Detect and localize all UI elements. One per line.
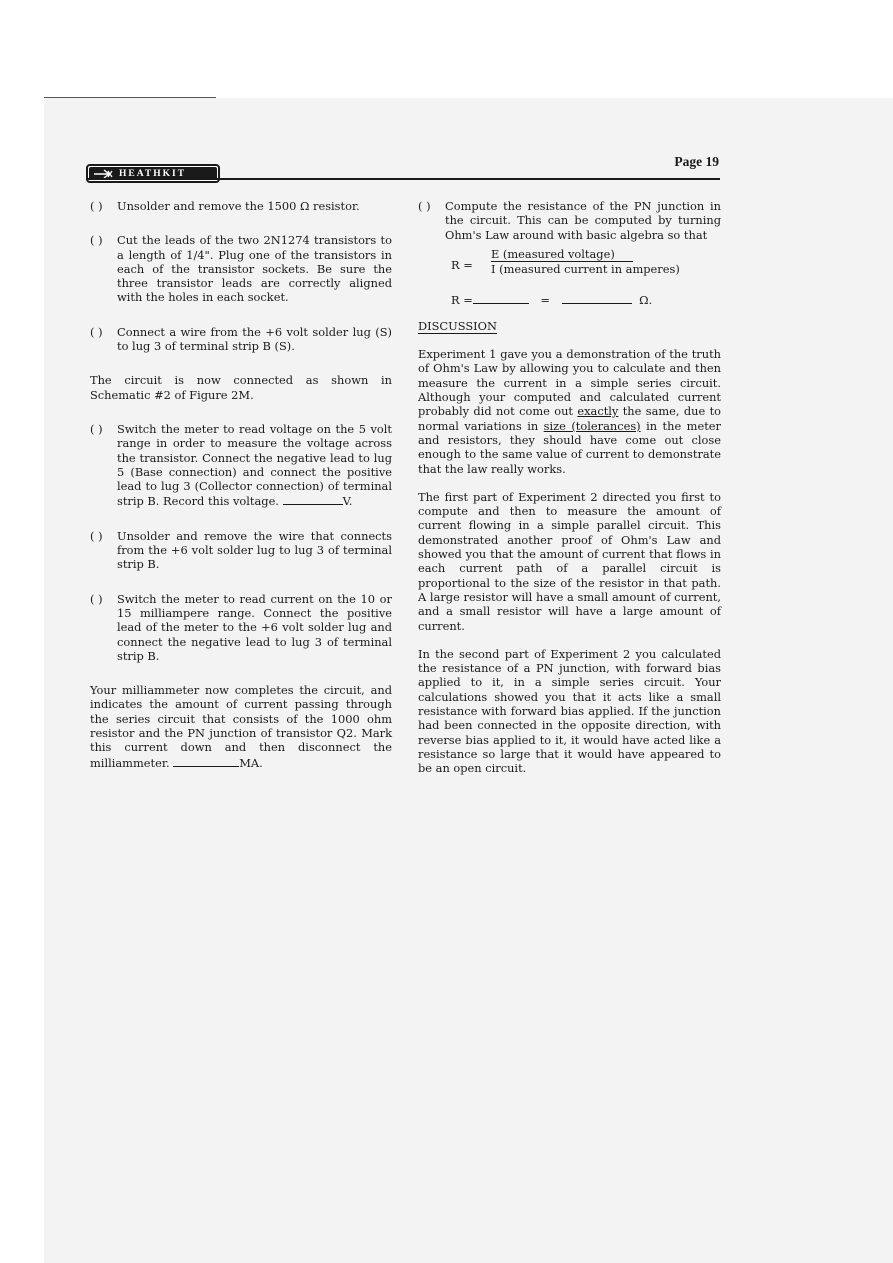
paragraph-text: in the meter and resistors, they should have come out close enough to the same value of current to demonstrate that the law really works. (418, 418, 721, 476)
current-blank[interactable] (173, 755, 239, 767)
step-measure-voltage (90, 422, 392, 509)
paragraph-text: Experiment 1 gave you a demonstration of the truth of Ohm's Law by allowing you to calculate and then measure the current in a simple series circuit. Although your computed and calculated current probably did not come out (418, 347, 721, 419)
step-connect-wire (90, 325, 392, 354)
step-cut-leads (90, 233, 392, 304)
emphasis-exactly: exactly (577, 404, 619, 419)
checkbox[interactable]: ( ) (90, 591, 103, 606)
step-text: Switch the meter to read current on the 10 or 15 milliampere range. Connect the positive lead of the meter to the +6 volt solder lug and connect the negative lead to lug 3 of terminal strip B. (117, 591, 392, 663)
step-measure-current (90, 592, 392, 663)
step-text: Unsolder and remove the 1500 Ω resistor. (117, 199, 360, 213)
resistance-blank-2[interactable] (562, 292, 632, 304)
step-text: Compute the resistance of the PN junction in the circuit. This can be computed by turning Ohm's Law around with basic algebra so that (445, 199, 721, 242)
circuit-paragraph: The circuit is now connected as shown in Schematic #2 of Figure 2M. (90, 373, 392, 402)
page-number: Page 19 (674, 154, 719, 169)
resistance-result (451, 292, 721, 307)
discussion-paragraph-1 (418, 347, 721, 476)
checkbox[interactable]: ( ) (418, 199, 431, 213)
result-prefix: R = (451, 292, 473, 307)
discussion-heading-wrap (418, 319, 721, 334)
step-text: Connect a wire from the +6 volt solder lug (S) to lug 3 of terminal strip B (S). (117, 324, 392, 354)
heathkit-logo (86, 164, 220, 183)
result-equals: = (540, 292, 550, 307)
discussion-paragraph-2: The first part of Experiment 2 directed you first to compute and then to measure the amount of current flowing in a simple parallel circuit. This demonstrated another proof of Ohm's Law and showed you that the amount of current that flows in each current path of a parallel circuit is proportional to the size of the resistor in that path. A large resistor will have a small amount of current, and a small resistor will have a large amount of current. (418, 489, 721, 633)
left-column (90, 199, 392, 770)
formula-lhs: R = (451, 257, 473, 272)
emphasis-size: size (tolerances) (543, 418, 641, 433)
milliammeter-paragraph (90, 683, 392, 770)
paragraph-text: the same, due to normal variations in (418, 404, 722, 433)
logo-arrow-icon (93, 169, 115, 179)
logo-text: HEATHKIT (119, 168, 187, 179)
checkbox[interactable]: ( ) (90, 528, 103, 543)
step-unsolder-wire (90, 529, 392, 572)
right-column (418, 199, 721, 776)
checkbox[interactable]: ( ) (90, 421, 103, 436)
scan-edge-line (44, 97, 216, 98)
resistance-blank-1[interactable] (473, 292, 529, 304)
step-compute-resistance (418, 199, 721, 242)
checkbox[interactable]: ( ) (90, 233, 103, 248)
step-text: Switch the meter to read voltage on the 5 volt range in order to measure the voltage across the transistor. Connect the negative lead to lug 5 (Base connection) and connect the positive lead to lug 3 (Collector connection) of terminal strip B. Record this voltage. (117, 421, 392, 509)
paragraph-text: Your milliammeter now completes the circuit, and indicates the amount of current passing through the series circuit that consists of the 1000 ohm resistor and the PN junction of transistor Q2. Mark this current down and then disconnect the milliammeter. (90, 683, 392, 770)
formula-numerator: E (measured voltage) (491, 248, 633, 262)
discussion-paragraph-3: In the second part of Experiment 2 you calculated the resistance of a PN junction, with forward bias applied to it, in a simple series circuit. Your calculations showed you that it acts like a small resistance with forward bias applied. If the junction had been connected in the opposite direction, with reverse bias applied to it, it would have acted like a resistance so large that it would have appeared to be an open circuit. (418, 646, 721, 776)
voltage-blank[interactable] (283, 493, 343, 505)
ma-unit: MA. (239, 755, 263, 770)
voltage-unit: V. (342, 494, 353, 509)
ohms-law-formula (451, 246, 721, 280)
result-unit: Ω. (639, 292, 653, 307)
checkbox[interactable]: ( ) (90, 199, 103, 213)
formula-denominator: I (measured current in amperes) (491, 261, 680, 276)
step-text: Unsolder and remove the wire that connects from the +6 volt solder lug to lug 3 of terminal strip B. (117, 528, 392, 572)
discussion-heading: DISCUSSION (418, 319, 497, 334)
step-text: Cut the leads of the two 2N1274 transistors to a length of 1/4". Plug one of the transistors in each of the transistor sockets. Be sure the three transistor leads are correctly aligned with the holes in each socket. (117, 233, 392, 305)
step-unsolder-resistor (90, 199, 392, 213)
checkbox[interactable]: ( ) (90, 324, 103, 339)
header-rule (86, 178, 720, 180)
